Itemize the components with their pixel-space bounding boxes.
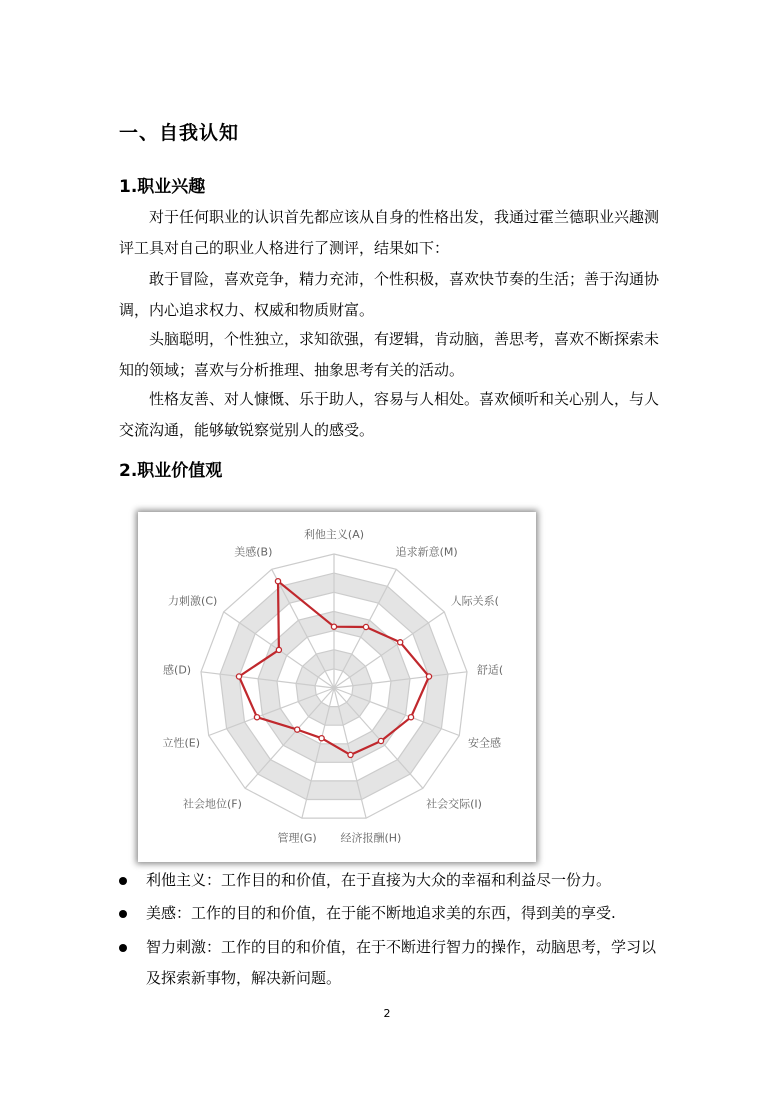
bullet-text: 利他主义：工作目的和价值，在于直接为大众的幸福和利益尽一份力。 [146,871,612,889]
value-bullet-3 [119,932,664,994]
values-heading: 2.职业价值观 [119,461,223,481]
radar-axis-label: 感(D) [163,663,192,677]
radar-axis-label: 管理(G) [277,831,317,845]
radar-axis-label: 立性(E) [162,736,200,750]
value-bullet-2 [119,898,664,929]
radar-point [295,727,300,732]
section-title: 一、自我认知 [119,122,240,144]
radar-axis-label: 安全感 [468,736,501,750]
value-bullet-1 [119,865,664,896]
radar-point [378,738,383,743]
radar-point [236,674,241,679]
radar-axis-label: 人际关系( [450,594,499,608]
bullet-text: 美感：工作的目的和价值，在于能不断地追求美的东西，得到美的享受. [146,904,616,922]
interest-heading: 1.职业兴趣 [119,177,206,197]
radar-axis-label: 追求新意(M) [395,545,458,559]
bullet-dot [119,944,127,952]
radar-axis-label: 舒适( [476,663,504,677]
radar-point [363,624,368,629]
radar-axis-label: 社会交际(I) [426,797,482,811]
radar-point [426,674,431,679]
interest-paragraph-1: 对于任何职业的认识首先都应该从自身的性格出发，我通过霍兰德职业兴趣测评工具对自己的职业人格进行了测评，结果如下： [119,208,660,257]
page-number: 2 [383,1007,391,1020]
bullet-text: 智力刺激：工作的目的和价值，在于不断进行智力的操作，动脑思考，学习以及探索新事物，解决新问题。 [146,938,657,987]
radar-point [276,647,281,652]
interest-paragraph-2: 敢于冒险，喜欢竞争，精力充沛，个性积极，喜欢快节奏的生活；善于沟通协调，内心追求权力、权威和物质财富。 [119,270,660,319]
radar-point [254,715,259,720]
interest-paragraph-3: 头脑聪明，个性独立，求知欲强，有逻辑，肯动脑，善思考，喜欢不断探索未知的领域；喜欢与分析推理、抽象思考有关的活动。 [119,330,660,379]
radar-axis-label: 经济报酬(H) [340,831,402,845]
radar-point [319,736,324,741]
radar-axis-label: 利他主义(A) [303,528,365,541]
radar-point [331,624,336,629]
radar-point [398,640,403,645]
bullet-dot [119,910,127,918]
values-radar-chart [138,512,536,862]
radar-point [408,715,413,720]
radar-axis-label: 社会地位(F) [182,797,242,811]
interest-paragraph-4: 性格友善、对人慷慨、乐于助人，容易与人相处。喜欢倾听和关心别人，与人交流沟通，能够敏锐察觉别人的感受。 [119,390,660,439]
radar-point [275,579,280,584]
radar-point [348,752,353,757]
radar-axis-label: 力刺激(C) [168,594,218,608]
bullet-dot [119,877,127,885]
radar-axis-label: 美感(B) [234,545,273,559]
radar-svg [138,512,536,862]
